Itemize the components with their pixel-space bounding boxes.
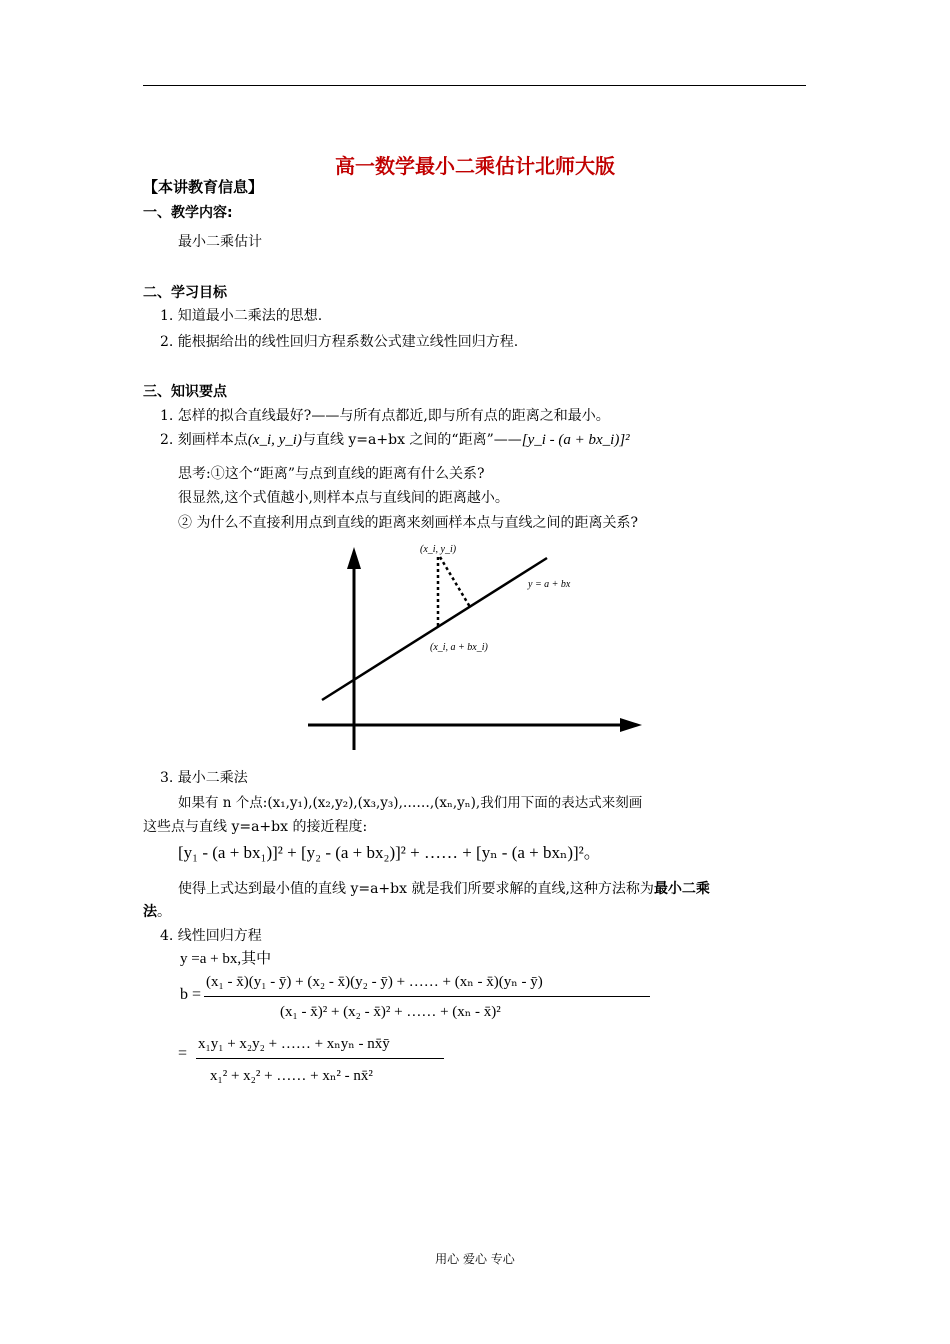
section-1-heading: 一、教学内容:: [143, 205, 233, 221]
think-3: ② 为什么不直接利用点到直线的距离来刻画样本点与直线之间的距离关系?: [178, 515, 638, 531]
header-rule: [143, 85, 806, 86]
regression-diagram: [300, 535, 650, 755]
page-footer: 用心 爱心 专心: [435, 1252, 515, 1266]
x-axis-arrow: [620, 718, 642, 732]
section-1-content: 最小二乘估计: [178, 234, 262, 250]
page-title: 高一数学最小二乘估计北师大版: [335, 154, 615, 178]
point-item-2: [160, 429, 630, 449]
b-simplified-fraction-line: [196, 1058, 444, 1059]
item-3-paragraph-3-text: 使得上式达到最小值的直线 y=a+bx 就是我们所要求解的直线,这种方法称为: [178, 881, 654, 897]
think-2: 很显然,这个式值越小,则样本点与直线间的距离越小。: [178, 490, 509, 506]
item-3-paragraph-3: [178, 878, 710, 898]
b-formula-denominator: (x₁ - x̄)² + (x₂ - x̄)² + …… + (xₙ - x̄)²: [280, 1004, 501, 1020]
item-3-paragraph-3-cont: [143, 901, 171, 921]
item-3-paragraph-1: 如果有 n 个点:(x₁,y₁),(x₂,y₂),(x₃,y₃),……,(xₙ,yₙ),我们用下面的表达式来刻画: [178, 795, 643, 811]
sample-point-notation: (x_i, y_i): [247, 432, 302, 448]
info-header: 【本讲教育信息】: [143, 178, 264, 196]
sample-point-label: (x_i, y_i): [420, 544, 457, 555]
point-item-3: 3. 最小二乘法: [160, 770, 248, 786]
goal-item-2: 2. 能根据给出的线性回归方程系数公式建立线性回归方程.: [160, 334, 519, 350]
distance-formula: [y_i - (a + bx_i)]²: [521, 432, 630, 448]
b-formula-fraction-line: [204, 996, 650, 997]
section-3-heading: 三、知识要点: [143, 384, 227, 400]
b-simplified-denominator: x₁² + x₂² + …… + xₙ² - nx̄²: [210, 1068, 373, 1084]
regression-line: [322, 558, 547, 700]
item-3-period: 。: [157, 904, 171, 920]
term-least-squares: 最小二乘: [653, 881, 710, 897]
equals-sign: =: [178, 1045, 188, 1062]
b-simplified-numerator: x₁y₁ + x₂y₂ + …… + xₙyₙ - nx̄ȳ: [198, 1036, 390, 1052]
perpendicular-distance: [440, 557, 470, 607]
item-3-paragraph-2: 这些点与直线 y=a+bx 的接近程度:: [143, 819, 368, 835]
term-least-squares-end: 法: [143, 904, 157, 920]
think-1: 思考:①这个“距离”与点到直线的距离有什么关系?: [178, 466, 485, 482]
b-formula-numerator: (x₁ - x̄)(y₁ - ȳ) + (x₂ - x̄)(y₂ - ȳ) + …… + (xₙ - x̄)(yₙ - ȳ): [206, 974, 543, 990]
line-equation-label: y = a + bx: [528, 579, 571, 590]
b-label: b =: [180, 986, 202, 1003]
least-squares-sum: [y₁ - (a + bx₁)]² + [y₂ - (a + bx₂)]² + …… + [yₙ - (a + bxₙ)]²。: [178, 843, 601, 862]
point-item-2-mid: 与直线 y=a+bx 之间的“距离”——: [301, 432, 522, 448]
point-item-1: 1. 怎样的拟合直线最好?——与所有点都近,即与所有点的距离之和最小。: [160, 408, 610, 424]
point-item-2-prefix: 2. 刻画样本点: [160, 432, 248, 448]
goal-item-1: 1. 知道最小二乘法的思想.: [160, 308, 323, 324]
y-axis-arrow: [347, 547, 361, 569]
foot-point-label: (x_i, a + bx_i): [430, 642, 488, 653]
section-2-heading: 二、学习目标: [143, 285, 227, 301]
point-item-4: 4. 线性回归方程: [160, 928, 262, 944]
regression-equation: y =a + bx,其中: [180, 951, 272, 967]
